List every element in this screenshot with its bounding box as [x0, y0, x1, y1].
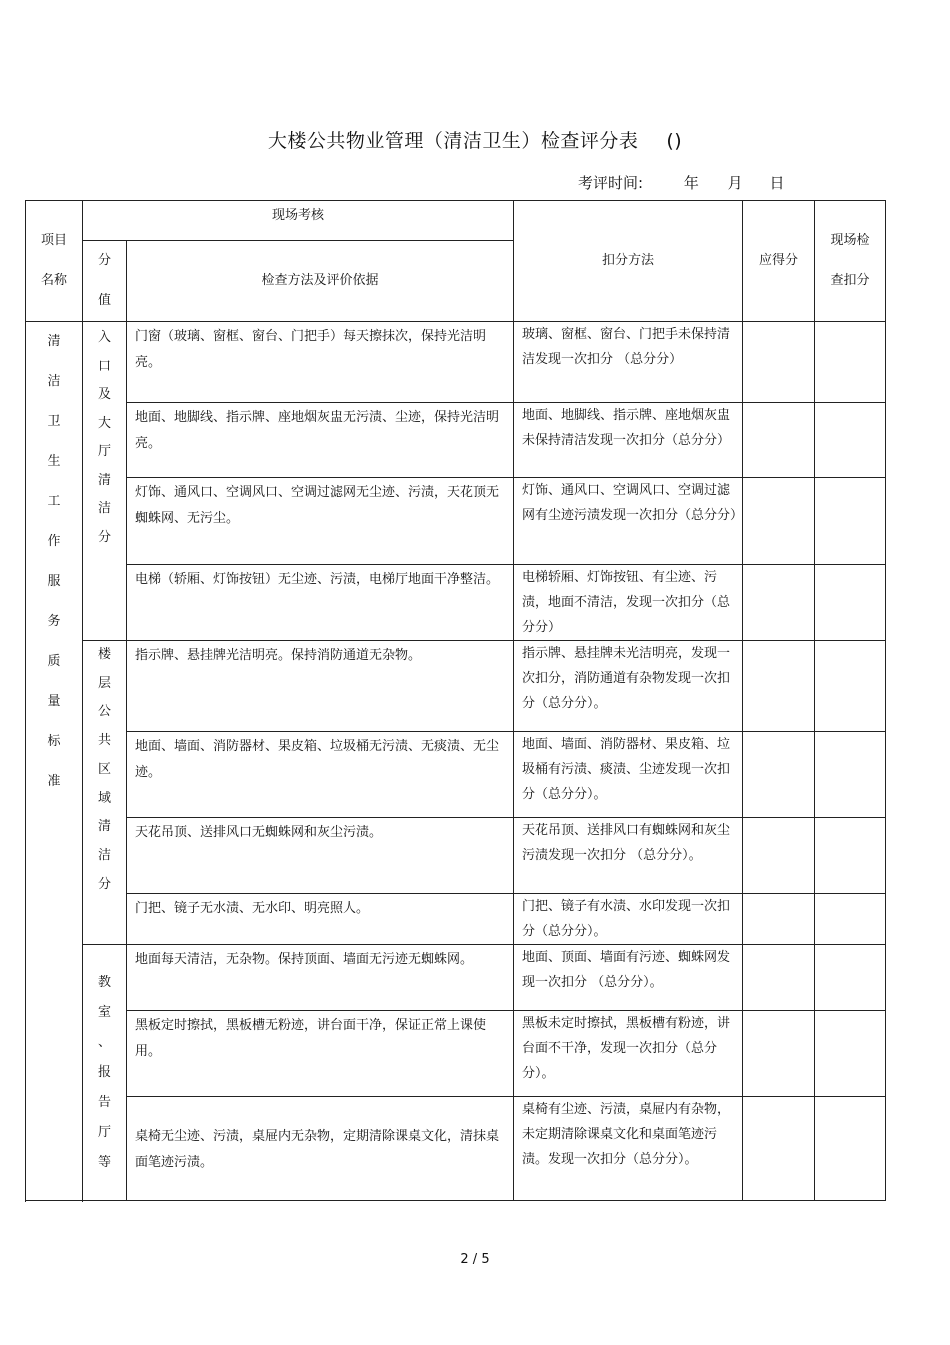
standard-cell: 门把、镜子无水渍、无水印、明亮照人。: [127, 894, 514, 945]
group-name-char: 分: [97, 876, 111, 892]
group-name-char: 告: [97, 1094, 111, 1110]
group-name-char: 区: [97, 761, 111, 777]
group-name-char: 洁: [97, 501, 111, 516]
standard-cell: 黑板定时擦拭，黑板槽无粉迹，讲台面干净，保证正常上课使用。: [127, 1011, 514, 1097]
due-score-cell[interactable]: [743, 894, 815, 945]
page-number: 2 / 5: [460, 1252, 490, 1267]
header-onsite-deduct-line1: 现场检: [830, 233, 870, 248]
group-name-char: 分: [97, 529, 111, 545]
group-name-char: 公: [97, 704, 111, 720]
onsite-deduct-cell[interactable]: [815, 732, 886, 818]
due-score-cell[interactable]: [743, 1011, 815, 1097]
group-name-char: 及: [97, 387, 111, 402]
onsite-deduct-cell[interactable]: [815, 322, 886, 403]
header-score-line1: 分: [97, 253, 111, 268]
category-char: 生: [47, 454, 61, 469]
onsite-deduct-cell[interactable]: [815, 1097, 886, 1201]
category-char: 务: [47, 614, 61, 629]
group-name-classroom: [83, 945, 127, 1201]
inspection-table: [25, 200, 886, 1201]
group-name-char: 厅: [97, 444, 111, 459]
header-onsite: 现场考核: [83, 201, 514, 241]
standard-cell: 天花吊顶、送排风口无蜘蛛网和灰尘污渍。: [127, 818, 514, 894]
date-label: 考评时间:: [578, 174, 644, 192]
group-name-floor-public: [83, 641, 127, 945]
category-char: 洁: [47, 374, 61, 389]
group-name-char: 口: [97, 358, 111, 374]
date-year: 年: [683, 174, 699, 192]
onsite-deduct-cell[interactable]: [815, 894, 886, 945]
group-name-char: 大: [97, 415, 111, 431]
deduct-cell: 天花吊顶、送排风口有蜘蛛网和灰尘污渍发现一次扣分 （总分分）。: [514, 818, 743, 894]
category-cell: [26, 322, 83, 1201]
header-method: 检查方法及评价依据: [127, 241, 514, 322]
group-name-char: 报: [97, 1064, 111, 1080]
group-name-char: 等: [97, 1154, 111, 1170]
category-char: 准: [47, 774, 61, 789]
group-name-char: 楼: [97, 647, 111, 662]
header-onsite-deduct-line2: 查扣分: [830, 273, 870, 288]
title-text: 大楼公共物业管理（清洁卫生）检查评分表: [267, 130, 639, 152]
group-name-char: 层: [97, 675, 111, 691]
onsite-deduct-cell[interactable]: [815, 945, 886, 1011]
group-name-char: 共: [97, 733, 111, 749]
standard-cell: 灯饰、通风口、空调风口、空调过滤网无尘迹、污渍，天花顶无蜘蛛网、无污尘。: [127, 478, 514, 565]
header-due-score: 应得分: [743, 201, 815, 322]
category-char: 质: [47, 654, 61, 669]
group-name-char: 、: [97, 1034, 111, 1050]
header-onsite-deduct: [815, 201, 886, 322]
deduct-cell: 地面、地脚线、指示牌、座地烟灰盅未保持清洁发现一次扣分（总分分）: [514, 403, 743, 478]
onsite-deduct-cell[interactable]: [815, 565, 886, 641]
onsite-deduct-cell[interactable]: [815, 478, 886, 565]
standard-cell: 地面、墙面、消防器材、果皮箱、垃圾桶无污渍、无痰渍、无尘迹。: [127, 732, 514, 818]
deduct-cell: 地面、墙面、消防器材、果皮箱、垃圾桶有污渍、痰渍、尘迹发现一次扣分（总分分）。: [514, 732, 743, 818]
group-name-char: 入: [97, 330, 111, 345]
title-suffix: (): [666, 130, 683, 152]
standard-cell: 地面、地脚线、指示牌、座地烟灰盅无污渍、尘迹，保持光洁明亮。: [127, 403, 514, 478]
deduct-cell: 指示牌、悬挂牌未光洁明亮，发现一次扣分，消防通道有杂物发现一次扣分（总分分）。: [514, 641, 743, 732]
due-score-cell[interactable]: [743, 945, 815, 1011]
group-name-char: 清: [97, 472, 111, 488]
due-score-cell[interactable]: [743, 403, 815, 478]
standard-cell: 地面每天清洁，无杂物。保持顶面、墙面无污迹无蜘蛛网。: [127, 945, 514, 1011]
standard-cell: 门窗（玻璃、窗框、窗台、门把手）每天擦抹次，保持光洁明亮。: [127, 322, 514, 403]
group-name-entrance: [83, 322, 127, 641]
deduct-cell: 灯饰、通风口、空调风口、空调过滤网有尘迹污渍发现一次扣分（总分分）: [514, 478, 743, 565]
header-score: [83, 241, 127, 322]
onsite-deduct-cell[interactable]: [815, 1011, 886, 1097]
due-score-cell[interactable]: [743, 818, 815, 894]
header-item-name: [26, 201, 83, 322]
deduct-cell: 桌椅有尘迹、污渍，桌屉内有杂物，未定期清除课桌文化和桌面笔迹污渍。发现一次扣分（总分分）。: [514, 1097, 743, 1201]
evaluation-date: [578, 172, 784, 193]
header-item-name-line2: 名称: [40, 273, 67, 288]
group-name-char: 域: [97, 790, 111, 806]
due-score-cell[interactable]: [743, 322, 815, 403]
deduct-cell: 地面、顶面、墙面有污迹、蜘蛛网发现一次扣分 （总分分）。: [514, 945, 743, 1011]
group-name-char: 室: [97, 1004, 111, 1020]
due-score-cell[interactable]: [743, 478, 815, 565]
onsite-deduct-cell[interactable]: [815, 403, 886, 478]
header-item-name-line1: 项目: [40, 233, 67, 248]
group-name-char: 教: [97, 974, 111, 990]
deduct-cell: 电梯轿厢、灯饰按钮、有尘迹、污渍，地面不清洁，发现一次扣分（总分分）: [514, 565, 743, 641]
date-month: 月: [727, 174, 743, 192]
standard-cell: 指示牌、悬挂牌光洁明亮。保持消防通道无杂物。: [127, 641, 514, 732]
category-char: 卫: [47, 414, 61, 429]
standard-cell: 桌椅无尘迹、污渍，桌屉内无杂物，定期清除课桌文化，清抹桌面笔迹污渍。: [127, 1097, 514, 1201]
category-char: 量: [47, 694, 61, 709]
onsite-deduct-cell[interactable]: [815, 641, 886, 732]
deduct-cell: 黑板未定时擦拭，黑板槽有粉迹，讲台面不干净，发现一次扣分（总分分）。: [514, 1011, 743, 1097]
group-name-char: 厅: [97, 1124, 111, 1140]
due-score-cell[interactable]: [743, 641, 815, 732]
deduct-cell: 门把、镜子有水渍、水印发现一次扣分（总分分）。: [514, 894, 743, 945]
group-name-char: 洁: [97, 847, 111, 863]
onsite-deduct-cell[interactable]: [815, 818, 886, 894]
header-score-line2: 值: [97, 293, 111, 308]
standard-cell: 电梯（轿厢、灯饰按钮）无尘迹、污渍，电梯厅地面干净整洁。: [127, 565, 514, 641]
group-name-char: 清: [97, 819, 111, 835]
page-title: [0, 126, 950, 153]
category-char: 标: [47, 734, 61, 749]
category-char: 清: [47, 334, 61, 349]
due-score-cell[interactable]: [743, 565, 815, 641]
category-char: 工: [47, 494, 61, 509]
date-day: 日: [769, 174, 785, 192]
deduct-cell: 玻璃、窗框、窗台、门把手未保持清洁发现一次扣分 （总分分）: [514, 322, 743, 403]
due-score-cell[interactable]: [743, 732, 815, 818]
category-char: 服: [47, 574, 61, 589]
due-score-cell[interactable]: [743, 1097, 815, 1201]
category-char: 作: [47, 534, 61, 549]
header-deduct-method: 扣分方法: [514, 201, 743, 322]
